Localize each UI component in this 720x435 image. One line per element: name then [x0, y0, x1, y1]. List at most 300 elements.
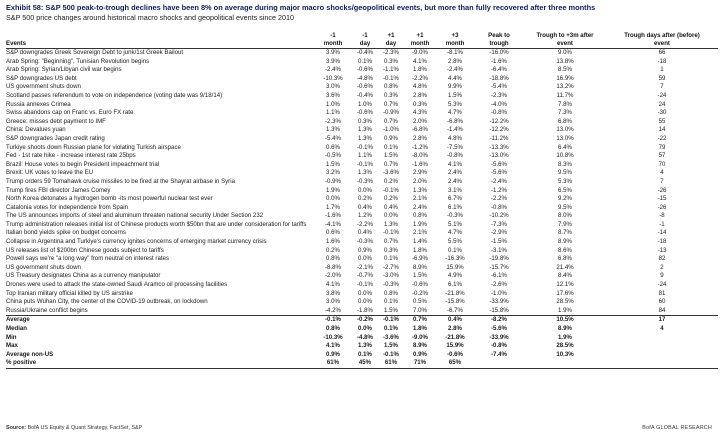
table-cell: 0.0%: [358, 289, 372, 297]
table-cell: 7.9%: [558, 220, 572, 228]
summary-row: [6, 325, 718, 334]
table-row: [6, 212, 718, 221]
table-cell: 2.0%: [413, 177, 427, 185]
table-cell: -13.0%: [489, 152, 509, 160]
table-cell: 8.0%: [558, 212, 572, 220]
table-cell: 1.0%: [358, 100, 372, 108]
table-cell: -1.5%: [491, 238, 507, 246]
table-cell: 6.5%: [558, 186, 572, 194]
table-cell: 0.3%: [384, 91, 398, 99]
table-row: [6, 135, 718, 144]
table-cell: 0.8%: [326, 325, 340, 332]
table-cell: 1.3%: [358, 126, 372, 134]
table-cell: -5.6%: [491, 325, 507, 332]
event-name: Greece: misses debt payment to IMF: [6, 117, 106, 125]
table-body: [6, 49, 718, 369]
table-cell: -13: [657, 246, 667, 254]
table-cell: 0.1%: [384, 298, 398, 306]
table-cell: -2.2%: [357, 220, 373, 228]
table-cell: 0.4%: [436, 316, 474, 325]
table-cell: -4.8%: [357, 333, 373, 341]
table-cell: 0.7%: [384, 100, 398, 108]
event-name: Collapse in Argentina and Turkiye's currency ignites concerns of emerging market currency crisis: [6, 238, 267, 246]
table-cell: 10.3%: [556, 350, 574, 358]
table-cell: -0.3%: [357, 238, 373, 246]
table-cell: 1.3%: [413, 186, 427, 194]
table-row: [6, 144, 718, 153]
table-cell: -33.9%: [489, 298, 509, 306]
table-cell: -0.8%: [491, 342, 507, 350]
table-cell: -33.9%: [489, 333, 509, 341]
table-cell: 12.1%: [556, 281, 574, 289]
table-cell: 0.4%: [358, 229, 372, 237]
col-header-peak-to-trough-top: Peak to: [488, 32, 510, 39]
event-name: Arab Spring: "Beginning", Tunisian Revolution begins: [6, 57, 150, 65]
summary-label: Average: [6, 316, 314, 325]
table-cell: 2.8%: [413, 91, 427, 99]
table-cell: 10.5%: [524, 316, 606, 325]
table-row: [6, 118, 718, 127]
source-text: BofA US Equity & Quant Strategy, FactSet, S&P: [27, 425, 143, 431]
table-cell: -2.0%: [325, 272, 341, 280]
table-cell: -0.1%: [357, 281, 373, 289]
table-row: [6, 264, 718, 273]
table-cell: -5.4%: [491, 83, 507, 91]
summary-row: [6, 351, 718, 360]
table-cell: 2.4%: [413, 203, 427, 211]
table-cell: -7.3%: [491, 220, 507, 228]
col-header-trough-to-3m-top: Trough to +3m after: [536, 32, 594, 39]
table-cell: 5.3%: [558, 177, 572, 185]
event-name: Catalonia votes for independence from Spain: [6, 203, 128, 211]
table-cell: [606, 351, 718, 360]
table-cell: 7: [660, 177, 664, 185]
event-name: Drones were used to attack the state-owned Saudi Aramco oil processing facilities: [6, 281, 228, 289]
table-cell: -0.1%: [383, 186, 399, 194]
table-header: [6, 32, 718, 49]
table-cell: 55: [658, 117, 666, 125]
table-cell: 0.5%: [413, 298, 427, 306]
table-cell: -10.2%: [489, 212, 509, 220]
table-cell: -18: [657, 238, 667, 246]
table-cell: -0.8%: [447, 152, 463, 160]
event-name: Brexit: UK votes to leave the EU: [6, 169, 94, 177]
summary-label: Max: [6, 342, 18, 350]
event-name: Swiss abandons cap on Franc vs. Euro FX rate: [6, 109, 134, 117]
table-cell: 9.2%: [558, 195, 572, 203]
table-cell: -1.6%: [412, 160, 428, 168]
table-cell: 15.9%: [446, 263, 464, 271]
table-cell: 21.4%: [556, 263, 574, 271]
table-cell: 2.1%: [413, 229, 427, 237]
table-row: [6, 307, 718, 316]
col-header-1m-after-top: +1: [416, 32, 424, 39]
event-name: China: Devalues yuan: [6, 126, 66, 134]
table-cell: 1.5%: [413, 272, 427, 280]
event-name: Trump orders 59 Tomahawk cruise missiles to be fired at the Shayrat airbase in Syria: [6, 177, 235, 185]
table-cell: 0.0%: [358, 255, 372, 263]
summary-row: [6, 334, 718, 343]
table-cell: 17: [606, 316, 718, 325]
table-cell: -16.3%: [445, 255, 465, 263]
table-cell: -0.4%: [357, 91, 373, 99]
table-cell: 1.2%: [358, 212, 372, 220]
table-row: [6, 229, 718, 238]
table-cell: -15.7%: [489, 263, 509, 271]
table-cell: -0.1%: [383, 74, 399, 82]
table-cell: 1.1%: [358, 152, 372, 160]
table-cell: 7.8%: [558, 100, 572, 108]
table-cell: 59: [658, 74, 666, 82]
table-cell: -19.8%: [489, 255, 509, 263]
table-cell: 0.9%: [326, 350, 340, 358]
table-cell: -30: [657, 109, 667, 117]
table-row: [6, 204, 718, 213]
table-cell: 0.0%: [384, 212, 398, 220]
event-name: Fed - 1st rate hike - increase interest rate 25bps: [6, 152, 136, 160]
table-cell: 28.5%: [556, 342, 574, 350]
table-cell: 3.2%: [326, 169, 340, 177]
table-cell: 13.0%: [556, 126, 574, 134]
table-cell: -0.2%: [352, 316, 378, 325]
table-cell: 9.0%: [558, 49, 572, 56]
table-cell: 2.8%: [448, 57, 462, 65]
table-cell: 0.1%: [384, 325, 398, 332]
table-row: [6, 238, 718, 247]
table-cell: -10.3%: [323, 74, 343, 82]
table-cell: 57: [658, 152, 666, 160]
table-row: [6, 66, 718, 75]
table-cell: -0.9%: [325, 177, 341, 185]
table-row: [6, 169, 718, 178]
table-cell: 0.1%: [358, 57, 372, 65]
table-cell: -12.2%: [489, 117, 509, 125]
exhibit-title: Exhibit 58: S&P 500 peak-to-trough declines have been 8% on average during major macro shocks/geopolitical events, but more than fully recovered after three months: [6, 3, 596, 12]
table-cell: 4: [660, 325, 664, 332]
table-cell: 13.8%: [556, 57, 574, 65]
table-cell: 7.3%: [558, 109, 572, 117]
events-table: [6, 32, 718, 369]
table-row: [6, 75, 718, 84]
table-cell: -0.4%: [357, 49, 373, 56]
table-cell: 1: [660, 66, 664, 74]
table-cell: -10.3%: [323, 333, 343, 341]
table-cell: -15.8%: [445, 298, 465, 306]
table-cell: -1.1%: [383, 66, 399, 74]
table-cell: -1.8%: [357, 306, 373, 314]
table-cell: -5.6%: [491, 169, 507, 177]
table-cell: -0.3%: [447, 212, 463, 220]
table-cell: 61%: [378, 359, 404, 368]
table-cell: 1.5%: [326, 160, 340, 168]
table-cell: -2.2%: [491, 195, 507, 203]
table-cell: 0.3%: [384, 57, 398, 65]
table-cell: 1.3%: [384, 220, 398, 228]
table-cell: -4.0%: [491, 100, 507, 108]
table-cell: 70: [658, 160, 666, 168]
table-cell: -0.1%: [357, 143, 373, 151]
event-name: Scotland passes referendum to vote on independence (voting date was 9/18/14): [6, 91, 223, 99]
table-cell: -4.8%: [357, 74, 373, 82]
table-cell: [524, 359, 606, 368]
table-cell: -1.6%: [491, 57, 507, 65]
table-cell: 2.8%: [413, 134, 427, 142]
table-cell: 6.1%: [448, 281, 462, 289]
col-header-1m-before-top: -1: [330, 32, 336, 39]
table-cell: -2.2%: [412, 74, 428, 82]
table-cell: -6.8%: [447, 117, 463, 125]
table-cell: -8.2%: [474, 316, 524, 325]
table-cell: -14: [657, 229, 667, 237]
table-cell: 13.0%: [556, 134, 574, 142]
table-cell: 4.4%: [448, 74, 462, 82]
table-cell: -0.6%: [357, 109, 373, 117]
table-cell: 4.1%: [326, 281, 340, 289]
table-cell: -18.8%: [489, 74, 509, 82]
table-cell: 45%: [352, 359, 378, 368]
table-cell: 4.8%: [448, 134, 462, 142]
event-name: Powell says we're "a long way" from neutral on interest rates: [6, 255, 169, 263]
table-cell: 0.1%: [384, 143, 398, 151]
event-name: Top Iranian military official killed by US airstrike: [6, 289, 133, 297]
table-cell: -6.9%: [412, 255, 428, 263]
summary-row: [6, 316, 718, 325]
table-cell: -24: [657, 281, 667, 289]
table-cell: 8.9%: [558, 238, 572, 246]
event-name: Russia/Ukraine conflict begins: [6, 306, 88, 314]
col-header-trough-days: event: [606, 40, 718, 49]
table-cell: 2.9%: [413, 169, 427, 177]
table-cell: -0.3%: [357, 177, 373, 185]
table-cell: -9.0%: [412, 49, 428, 56]
table-cell: 1.3%: [358, 134, 372, 142]
col-header-1d-before: day: [352, 40, 378, 49]
table-cell: -26: [657, 186, 667, 194]
event-name: S&P downgrades US debt: [6, 74, 77, 82]
table-cell: 0.0%: [358, 298, 372, 306]
table-cell: -26: [657, 203, 667, 211]
table-cell: 4.9%: [448, 272, 462, 280]
table-cell: 3.9%: [326, 49, 340, 56]
table-row: [6, 281, 718, 290]
table-cell: 1.3%: [326, 126, 340, 134]
table-cell: 3.8%: [326, 289, 340, 297]
col-header-events: Events: [6, 40, 314, 49]
table-cell: 0.2%: [384, 195, 398, 203]
table-row: [6, 109, 718, 118]
table-cell: -6.8%: [412, 126, 428, 134]
table-cell: 17.6%: [556, 289, 574, 297]
col-header-peak-to-trough: trough: [474, 40, 524, 49]
table-cell: -2.7%: [383, 263, 399, 271]
table-cell: -2.1%: [357, 263, 373, 271]
table-cell: 1.5%: [384, 152, 398, 160]
table-cell: -21.8%: [445, 289, 465, 297]
table-cell: -1.2%: [412, 143, 428, 151]
table-row: [6, 101, 718, 110]
table-cell: -1.6%: [325, 212, 341, 220]
table-cell: 7.0%: [413, 306, 427, 314]
table-cell: -3.1%: [491, 246, 507, 254]
col-header-1d-before-top: -1: [362, 32, 368, 39]
table-cell: 0.2%: [326, 246, 340, 254]
table-cell: 1.3%: [358, 342, 372, 350]
table-cell: 6.7%: [448, 195, 462, 203]
table-cell: -4.2%: [325, 306, 341, 314]
table-cell: 4.1%: [413, 57, 427, 65]
event-name: US Treasury designates China as a currency manipulator: [6, 272, 161, 280]
table-cell: 0.9%: [384, 134, 398, 142]
table-cell: 11.7%: [556, 91, 574, 99]
table-cell: -2.4%: [447, 66, 463, 74]
table-cell: -13.3%: [489, 143, 509, 151]
col-header-trough-to-3m: event: [524, 40, 606, 49]
table-cell: 71%: [404, 359, 436, 368]
table-cell: 6.4%: [558, 143, 572, 151]
table-cell: -1: [659, 220, 665, 228]
table-cell: -3.6%: [383, 333, 399, 341]
table-cell: 2.0%: [413, 117, 427, 125]
table-cell: 81: [658, 289, 666, 297]
table-cell: 0.7%: [384, 160, 398, 168]
table-cell: -22: [657, 134, 667, 142]
table-cell: -0.1%: [357, 160, 373, 168]
table-cell: -0.8%: [491, 109, 507, 117]
table-cell: 3.9%: [326, 57, 340, 65]
col-header-trough-days-top: Trough days after (before): [624, 32, 700, 39]
table-cell: -1.0%: [383, 126, 399, 134]
table-cell: 65%: [436, 359, 474, 368]
table-cell: -24: [657, 91, 667, 99]
table-cell: -0.3%: [383, 281, 399, 289]
event-name: S&P downgrades Greek Sovereign Debt to junk/1st Greek Bailout: [6, 49, 184, 56]
table-cell: 1.7%: [326, 203, 340, 211]
table-cell: -2.3%: [383, 49, 399, 56]
table-cell: 1.1%: [326, 109, 340, 117]
table-cell: 1.9%: [326, 186, 340, 194]
table-cell: 0.6%: [326, 143, 340, 151]
table-cell: -6.4%: [491, 66, 507, 74]
event-name: US government shuts down: [6, 83, 81, 91]
table-row: [6, 92, 718, 101]
col-header-3m-after: month: [436, 40, 474, 49]
table-cell: 0.0%: [326, 195, 340, 203]
table-cell: 16.9%: [556, 74, 574, 82]
table-cell: 4: [660, 169, 664, 177]
table-cell: 82: [658, 255, 666, 263]
table-cell: 15.9%: [446, 342, 464, 350]
table-cell: -2.3%: [325, 117, 341, 125]
table-cell: 9.5%: [558, 203, 572, 211]
table-cell: 0.4%: [358, 203, 372, 211]
table-row: [6, 152, 718, 161]
table-cell: 9: [660, 272, 664, 280]
table-cell: -9.0%: [412, 333, 428, 341]
summary-row: [6, 359, 718, 368]
table-cell: 5.3%: [448, 100, 462, 108]
table-cell: 0.0%: [358, 186, 372, 194]
table-cell: -7.4%: [491, 350, 507, 358]
table-cell: 0.3%: [384, 246, 398, 254]
table-cell: 0.9%: [413, 350, 427, 358]
table-cell: 10.8%: [556, 152, 574, 160]
table-row: [6, 298, 718, 307]
table-cell: 0.1%: [384, 255, 398, 263]
table-cell: -0.6%: [412, 281, 428, 289]
table-cell: 0.7%: [384, 238, 398, 246]
table-cell: -1.2%: [491, 186, 507, 194]
table-cell: 0.4%: [384, 203, 398, 211]
table-cell: -0.6%: [447, 350, 463, 358]
table-cell: 1.3%: [358, 169, 372, 177]
event-name: Russia annexes Crimea: [6, 100, 71, 108]
table-cell: 4.7%: [448, 109, 462, 117]
event-name: The US announces imports of steel and aluminum threaten national security Under Section 232: [6, 212, 264, 220]
table-cell: 60: [658, 298, 666, 306]
table-cell: 8.9%: [558, 325, 572, 332]
table-cell: 0.1%: [358, 350, 372, 358]
table-row: [6, 178, 718, 187]
table-cell: 0.6%: [326, 229, 340, 237]
table-cell: -1.4%: [447, 126, 463, 134]
summary-label: Median: [6, 325, 27, 332]
summary-label: Average non-US: [6, 350, 54, 358]
exhibit-subtitle: S&P 500 price changes around historical macro shocks and geopolitical events since 2010: [6, 13, 294, 22]
table-cell: -2.3%: [491, 91, 507, 99]
table-cell: 0.8%: [326, 255, 340, 263]
source-label: Source:: [6, 425, 27, 431]
table-cell: 1.5%: [384, 342, 398, 350]
table-cell: 28.5%: [556, 298, 574, 306]
table-cell: 8.3%: [558, 160, 572, 168]
table-cell: 9.5%: [558, 169, 572, 177]
table-cell: -5.6%: [491, 160, 507, 168]
table-cell: 4.1%: [448, 160, 462, 168]
brand-label: BofA GLOBAL RESEARCH: [642, 425, 712, 431]
col-header-1m-after: month: [404, 40, 436, 49]
table-cell: -0.7%: [357, 272, 373, 280]
table-cell: 8.7%: [558, 229, 572, 237]
table-cell: 79: [658, 143, 666, 151]
table-cell: -16.0%: [489, 49, 509, 56]
table-cell: 4.7%: [448, 229, 462, 237]
table-cell: 0.3%: [413, 100, 427, 108]
table-cell: 84: [658, 306, 666, 314]
table-cell: -15.8%: [489, 306, 509, 314]
col-header-1d-after: day: [378, 40, 404, 49]
table-cell: 2: [660, 263, 664, 271]
event-name: US government shuts down: [6, 263, 81, 271]
table-cell: -0.1%: [383, 350, 399, 358]
table-row: [6, 247, 718, 256]
event-name: S&P downgrades Japan credit rating: [6, 134, 105, 142]
table-cell: 13.2%: [556, 83, 574, 91]
event-name: Italian bond yields spike on budget concerns: [6, 229, 126, 237]
table-cell: -8: [659, 212, 665, 220]
event-name: Trump administration releases initial list of Chinese products worth $50bn that are under consideration for tariffs: [6, 220, 307, 228]
table-cell: -5.4%: [325, 134, 341, 142]
table-cell: 1.4%: [413, 238, 427, 246]
table-row: [6, 195, 718, 204]
table-cell: -6.7%: [447, 306, 463, 314]
table-cell: 1.6%: [326, 238, 340, 246]
table-cell: 2.1%: [413, 195, 427, 203]
col-header-1d-after-top: +1: [387, 32, 395, 39]
table-cell: 1.0%: [326, 100, 340, 108]
table-cell: 4.3%: [413, 109, 427, 117]
table-cell: 8.9%: [413, 263, 427, 271]
table-cell: 6.1%: [448, 203, 462, 211]
